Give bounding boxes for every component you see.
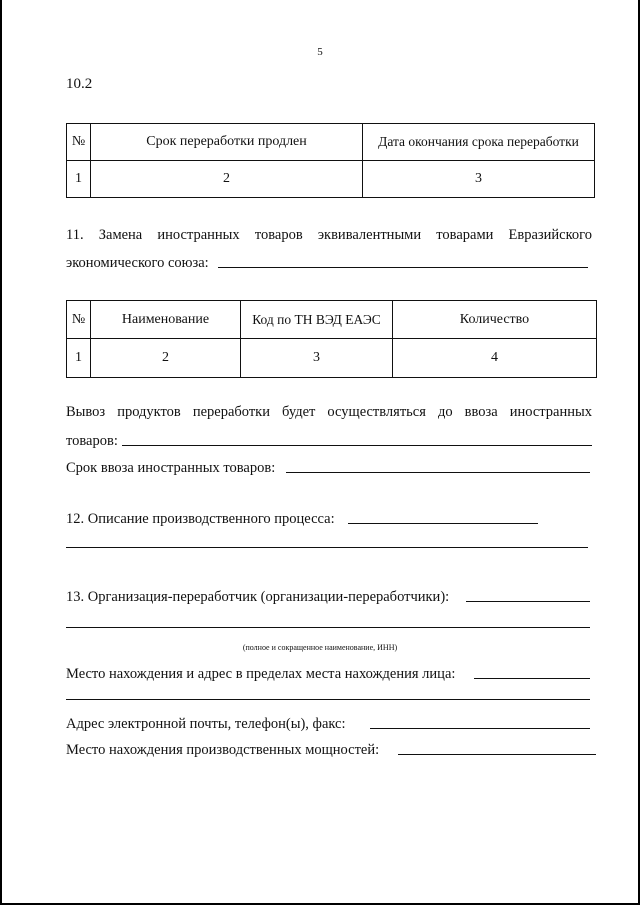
section-11-line2: экономического союза: [66, 255, 209, 271]
import-term-label: Срок ввоза иностранных товаров: [66, 460, 276, 476]
section-13-label: 13. Организация-переработчик (организации-переработчики): [66, 589, 450, 605]
cell-col2: 2 [91, 161, 363, 198]
contacts-fill-line [370, 728, 590, 729]
header-quantity: Количество [393, 301, 597, 339]
section-13-hint: (полное и сокращенное наименование, ИНН) [242, 643, 398, 652]
location-fill-line-2 [66, 699, 590, 700]
cell-col1: 1 [67, 161, 91, 198]
export-line1: Вывоз продуктов переработки будет осуществляться до ввоза иностранных [66, 404, 592, 420]
table-row [67, 339, 597, 378]
section-11-fill-line [218, 267, 588, 268]
replacement-goods-table [66, 300, 597, 378]
header-extended-term: Срок переработки продлен [91, 124, 363, 161]
header-tnved-code: Код по ТН ВЭД ЕАЭС [241, 301, 393, 339]
location-label: Место нахождения и адрес в пределах места нахождения лица: [66, 666, 456, 682]
extension-table [66, 123, 595, 198]
header-end-date: Дата окончания срока переработки [363, 124, 595, 161]
section-12-fill-line-2 [66, 547, 588, 548]
header-number: № [67, 124, 91, 161]
section-13-fill-line-2 [66, 627, 590, 628]
section-12-fill-line [348, 523, 538, 524]
header-name: Наименование [91, 301, 241, 339]
import-term-fill-line [286, 472, 590, 473]
facilities-label: Место нахождения производственных мощностей: [66, 742, 380, 758]
export-line2: товаров: [66, 433, 118, 449]
section-11-line1: 11. Замена иностранных товаров эквивалентными товарами Евразийского [66, 227, 592, 243]
cell-col3: 3 [363, 161, 595, 198]
page-number: 5 [317, 46, 323, 58]
export-fill-line [122, 445, 592, 446]
section-13-fill-line [466, 601, 590, 602]
cell-col1: 1 [67, 339, 91, 378]
location-fill-line [474, 678, 590, 679]
section-12-label: 12. Описание производственного процесса: [66, 511, 335, 527]
cell-col2: 2 [91, 339, 241, 378]
table-header-row [67, 124, 595, 161]
header-number: № [67, 301, 91, 339]
contacts-label: Адрес электронной почты, телефон(ы), факс: [66, 716, 346, 732]
cell-col3: 3 [241, 339, 393, 378]
section-10-2-heading: 10.2 [66, 76, 93, 92]
facilities-fill-line [398, 754, 596, 755]
table-header-row [67, 301, 597, 339]
cell-col4: 4 [393, 339, 597, 378]
table-row [67, 161, 595, 198]
